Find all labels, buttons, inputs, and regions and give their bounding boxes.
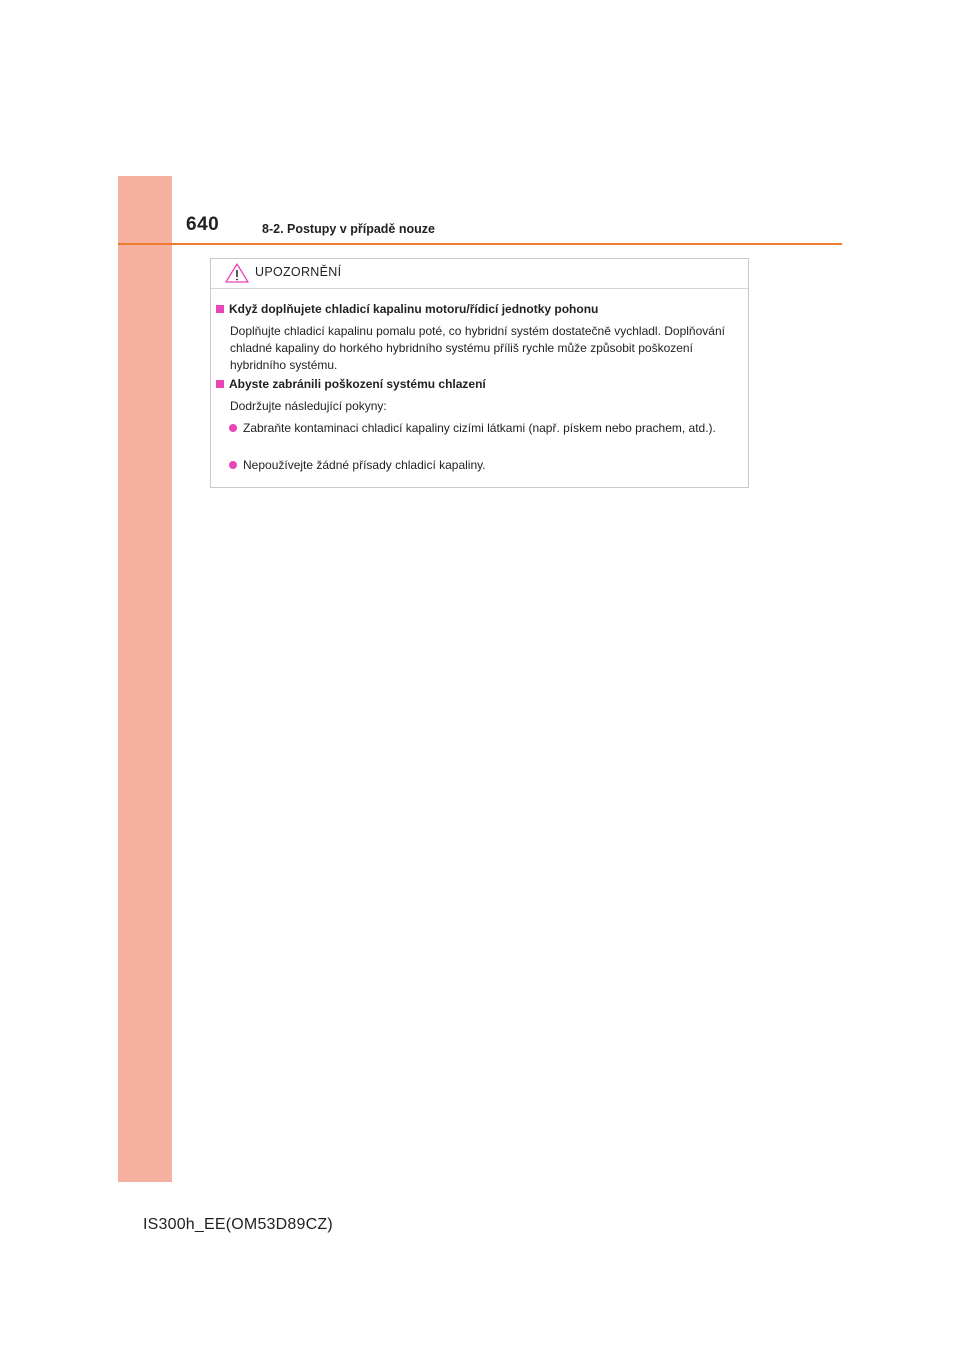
round-bullet-icon [229,461,237,469]
section-title: 8-2. Postupy v případě nouze [262,222,435,236]
section-paragraph: Doplňujte chladicí kapalinu pomalu poté, co hybridní systém dostatečně vychladl. Doplňování chladné kapaliny do horkého hybridního systému příliš rychle může způsobit poškození hybridního systému. [230,324,725,372]
section-heading: Abyste zabránili poškození systému chlazení [216,377,486,392]
square-bullet-icon [216,305,224,313]
header-rule [118,243,842,245]
warning-title: UPOZORNĚNÍ [255,265,342,279]
section-heading: Když doplňujete chladicí kapalinu motoru/řídicí jednotky pohonu [216,302,598,317]
chapter-side-bar [118,176,172,1182]
round-bullet-icon [229,424,237,432]
section-paragraph: Dodržujte následující pokyny: [230,399,387,413]
square-bullet-icon [216,380,224,388]
warning-triangle-icon [224,262,250,284]
document-code: IS300h_EE(OM53D89CZ) [143,1216,333,1233]
warning-header [211,259,748,289]
list-item: Nepoužívejte žádné přísady chladicí kapaliny. [229,457,744,474]
page-number: 640 [186,214,220,235]
warning-box [210,258,749,488]
list-item: Zabraňte kontaminaci chladicí kapaliny cizími látkami (např. pískem nebo prachem, atd.). [229,420,744,437]
